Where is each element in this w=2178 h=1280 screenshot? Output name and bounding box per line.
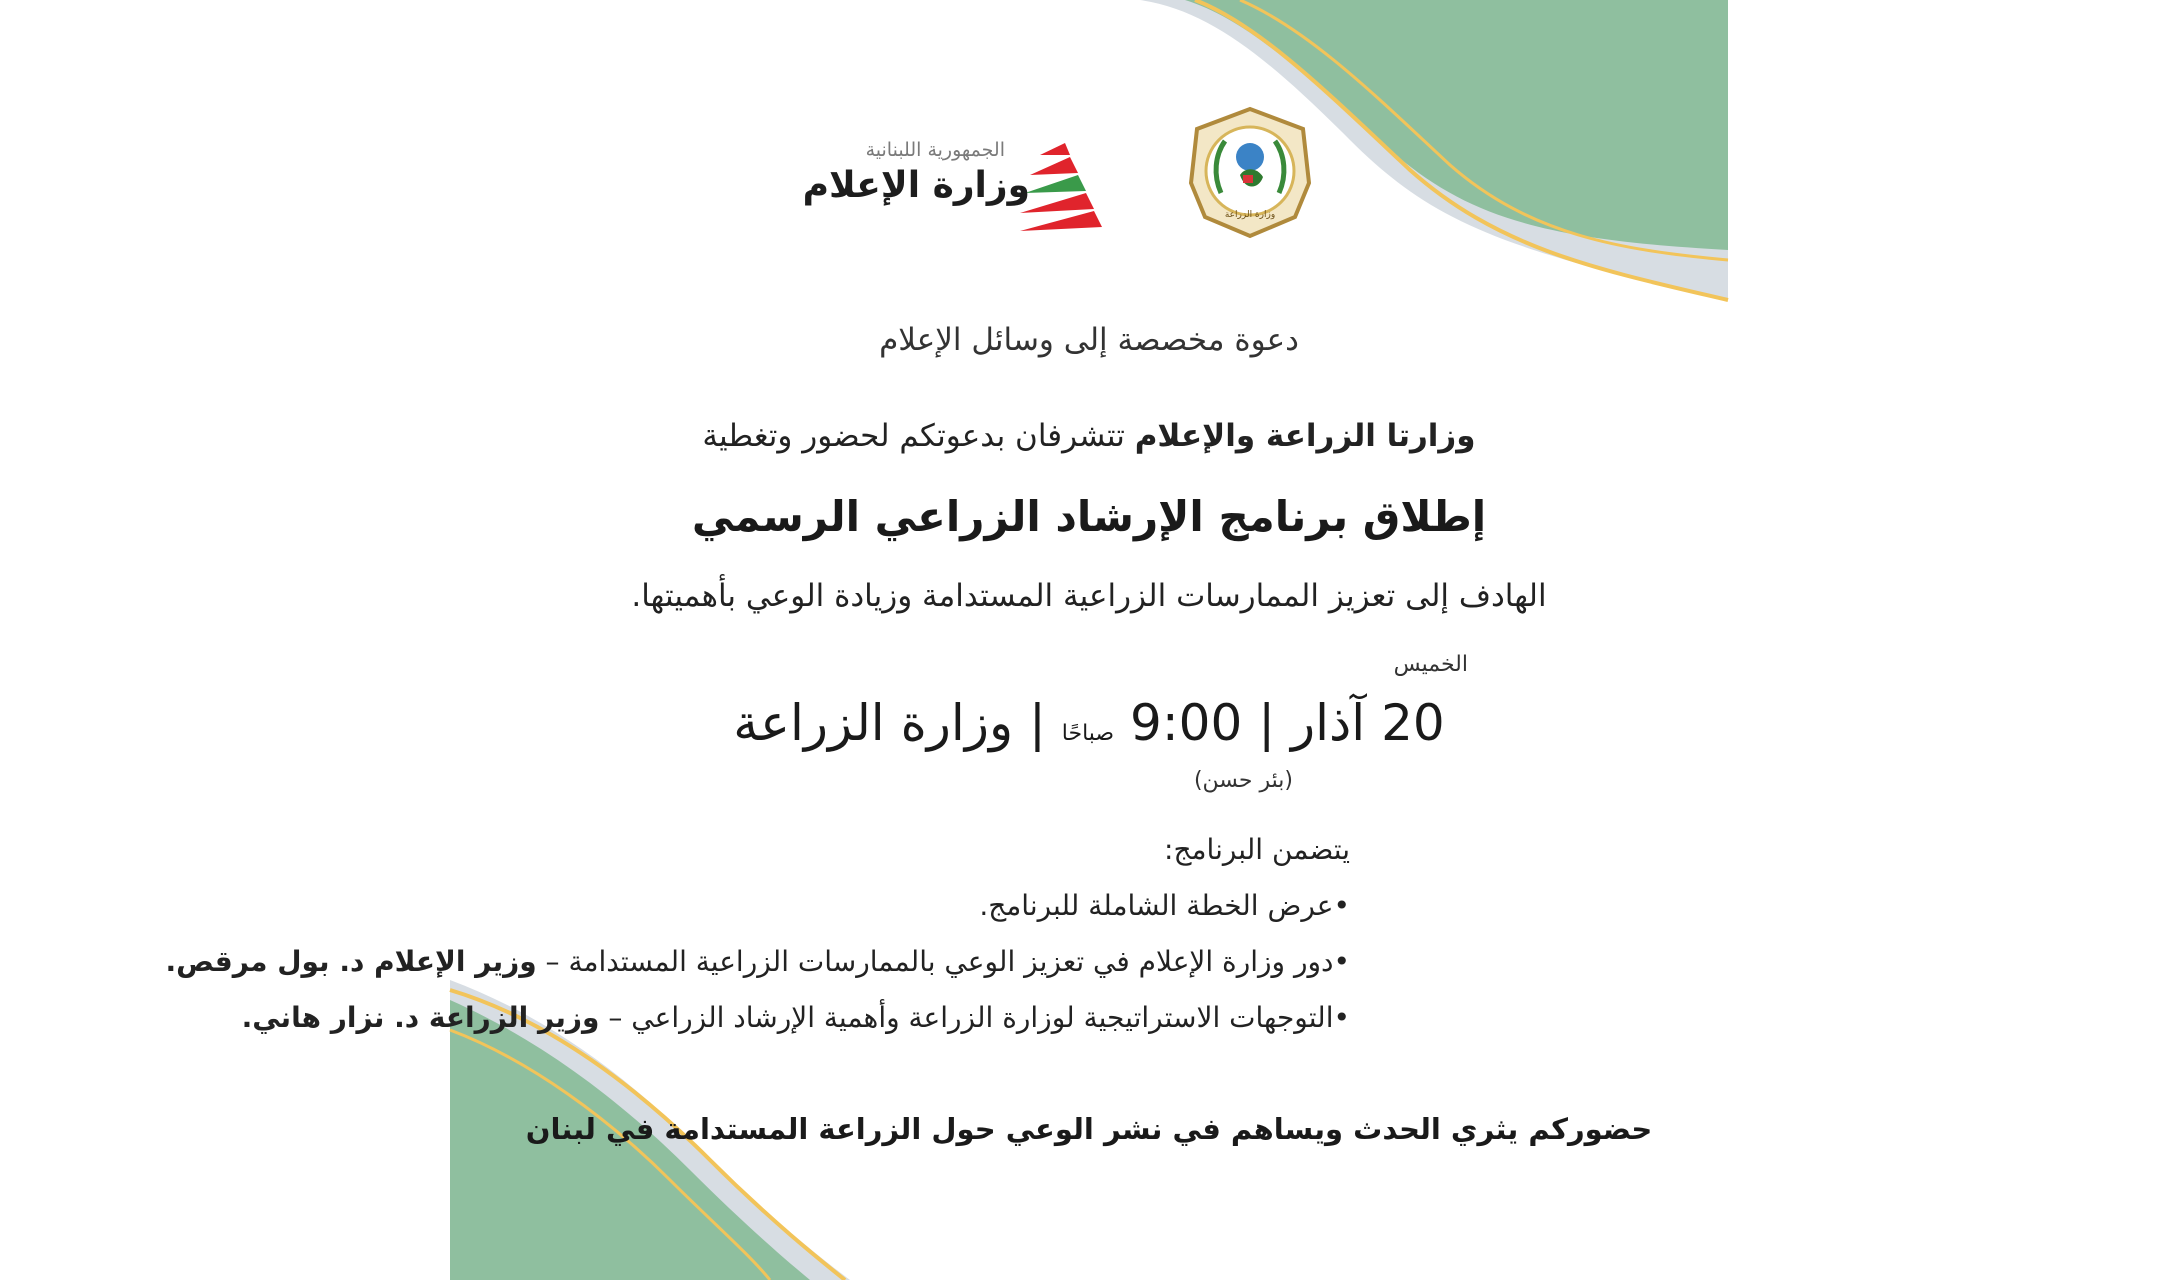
separator-1: | [1258, 694, 1276, 752]
ministry-of-information-logo [802, 135, 1120, 235]
agriculture-emblem-icon [1185, 105, 1315, 240]
bullet: • [1333, 1001, 1350, 1034]
bullet: • [1333, 889, 1350, 922]
program-item-3 [166, 990, 1350, 1046]
lebanon-flag-triangle-icon [1020, 135, 1120, 235]
ministry-of-agriculture-logo [1185, 105, 1315, 240]
invitation-subtitle: دعوة مخصصة إلى وسائل الإعلام [879, 322, 1299, 358]
program-item-1 [166, 878, 1350, 934]
intro-line [450, 418, 1728, 454]
event-date: 20 آذار [1290, 694, 1445, 752]
intro-ministries: وزارتا الزراعة والإعلام [1134, 418, 1476, 454]
closing-line: حضوركم يثري الحدث ويساهم في نشر الوعي حول الزراعة المستدامة في لبنان [525, 1112, 1653, 1146]
program-item-2 [166, 934, 1350, 990]
event-day: الخميس [1393, 652, 1468, 677]
event-date-time-venue [450, 694, 1728, 752]
bullet: • [1333, 945, 1350, 978]
event-time-suffix: صباحًا [1061, 721, 1115, 746]
program-item-text: التوجهات الاستراتيجية لوزارة الزراعة وأهمية الإرشاد الزراعي – [599, 1001, 1334, 1034]
venue-note: (بئر حسن) [1193, 768, 1293, 793]
program-item-text: عرض الخطة الشاملة للبرنامج. [979, 889, 1334, 922]
agri-logo-ring-text: وزارة الزراعة [1224, 210, 1276, 220]
program-item-text: دور وزارة الإعلام في تعزيز الوعي بالممارسات الزراعية المستدامة – [536, 945, 1334, 978]
intro-rest: تتشرفان بدعوتكم لحضور وتغطية [702, 418, 1135, 454]
invitation-card [165, 0, 1728, 1280]
separator-2: | [1029, 694, 1046, 752]
program-item-speaker: وزير الإعلام د. بول مرقص. [165, 945, 537, 978]
event-title: إطلاق برنامج الإرشاد الزراعي الرسمي [691, 492, 1487, 541]
event-goal: الهادف إلى تعزيز الممارسات الزراعية المستدامة وزيادة الوعي بأهميتها. [631, 578, 1547, 614]
event-time: 9:00 [1130, 694, 1243, 752]
media-logo-country-text: الجمهورية اللبنانية [865, 139, 1005, 161]
program-item-speaker: وزير الزراعة د. نزار هاني. [241, 1001, 600, 1034]
event-venue: وزارة الزراعة [733, 694, 1014, 752]
media-logo-ministry-text: وزارة الإعلام [802, 165, 1030, 206]
program-list [166, 822, 1350, 1046]
program-heading: يتضمن البرنامج: [1164, 833, 1350, 866]
logos-row [450, 105, 1728, 245]
